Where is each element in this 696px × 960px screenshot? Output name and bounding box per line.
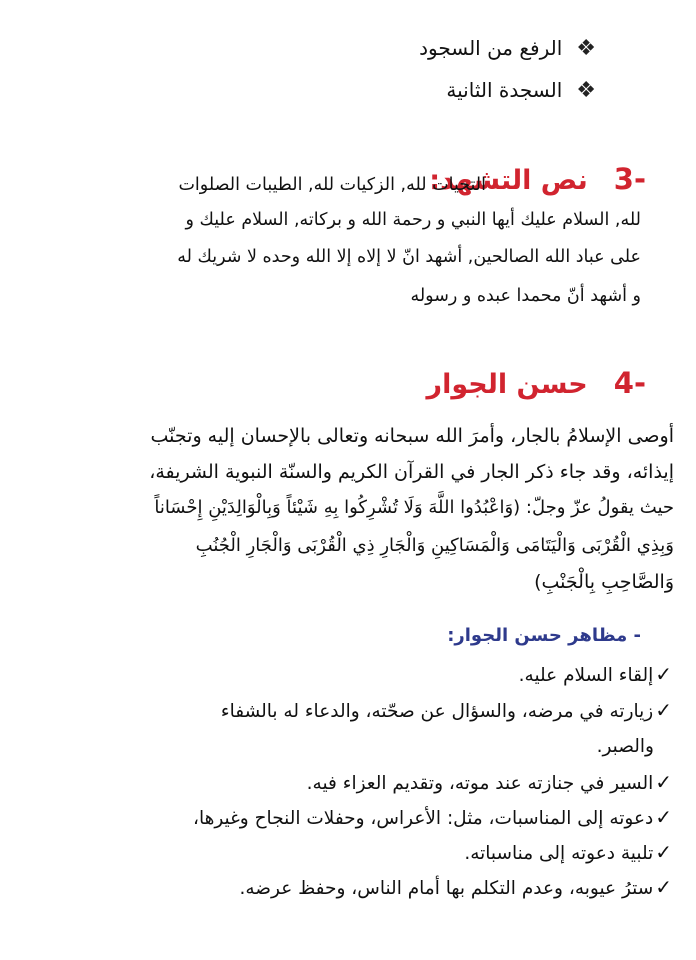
section-4-line: إيذائه، وقد جاء ذكر الجار في القرآن الكريم والسنّة النبوية الشريفة، — [149, 461, 674, 483]
checkmark-icon: ✓ — [655, 875, 672, 899]
section-4-number: -4 — [613, 366, 646, 400]
four-diamond-bullet-icon: ❖ — [576, 78, 596, 103]
section-3-title: نص التشهد: — [429, 165, 588, 196]
section-4-line: وَبِذِي الْقُرْبَى وَالْيَتَامَى وَالْمَسَاكِينِ وَالْجَارِ ذِي الْقُرْبَى وَالْجَارِ الْجُنُبِ — [195, 535, 674, 556]
four-diamond-bullet-icon: ❖ — [576, 36, 596, 61]
section-3-line: على عباد الله الصالحين, أشهد انّ لا إلاه إلا الله وحده لا شريك له — [177, 247, 641, 267]
subheading: - مظاهر حسن الجوار: — [447, 625, 641, 646]
check-item-text: دعوته إلى المناسبات، مثل: الأعراس، وحفلات النجاح وغيرها، — [192, 808, 654, 829]
section-4-line: أوصى الإسلامُ بالجار، وأمرَ الله سبحانه وتعالى بالإحسان إليه وتجنّب — [150, 425, 674, 447]
top-bullet-text: السجدة الثانية — [446, 78, 563, 102]
check-item — [307, 768, 672, 798]
checkmark-icon: ✓ — [655, 770, 672, 794]
top-bullet-item — [419, 36, 596, 61]
check-item — [464, 838, 672, 868]
section-4-line: حيث يقولُ عزّ وجلّ: (وَاعْبُدُوا اللَّهَ وَلَا تُشْرِكُوا بِهِ شَيْئاً وَبِالْوَالِدَيْنِ إِحْسَاناً — [154, 497, 674, 518]
check-item-text: السير في جنازته عند موته، وتقديم العزاء فيه. — [306, 773, 654, 794]
check-item — [239, 873, 672, 903]
check-item-text: تلبية دعوته إلى مناسباته. — [464, 843, 654, 864]
check-item-text: زيارته في مرضه، والسؤال عن صحّته، والدعاء له بالشفاء — [220, 701, 654, 722]
checkmark-icon: ✓ — [655, 805, 672, 829]
section-3-line: و أشهد أنّ محمدا عبده و رسوله — [410, 286, 641, 306]
check-item-text: إلقاء السلام عليه. — [518, 665, 654, 686]
section-3-line: لله, السلام عليك أيها النبي و رحمة الله و بركاته, السلام عليك و — [185, 210, 641, 230]
section-4-title: حسن الجوار — [426, 369, 588, 400]
checkmark-icon: ✓ — [655, 662, 672, 686]
check-item — [221, 696, 672, 726]
check-item-continuation: والصبر. — [596, 736, 654, 757]
checkmark-icon: ✓ — [655, 840, 672, 864]
check-item — [193, 803, 672, 833]
top-bullet-text: الرفع من السجود — [419, 36, 563, 60]
check-item-text: سترُ عيوبه، وعدم التكلم بها أمام الناس، وحفظ عرضه. — [239, 878, 654, 899]
top-bullet-item — [446, 78, 596, 103]
section-4-line: وَالصَّاحِبِ بِالْجَنْبِ) — [534, 571, 674, 593]
check-item — [519, 660, 672, 690]
section-4-heading — [427, 366, 646, 400]
checkmark-icon: ✓ — [655, 698, 672, 722]
section-3-line: التحيات لله, الزكيات لله, الطيبات الصلوات — [178, 175, 486, 195]
section-3-number: -3 — [613, 162, 646, 196]
